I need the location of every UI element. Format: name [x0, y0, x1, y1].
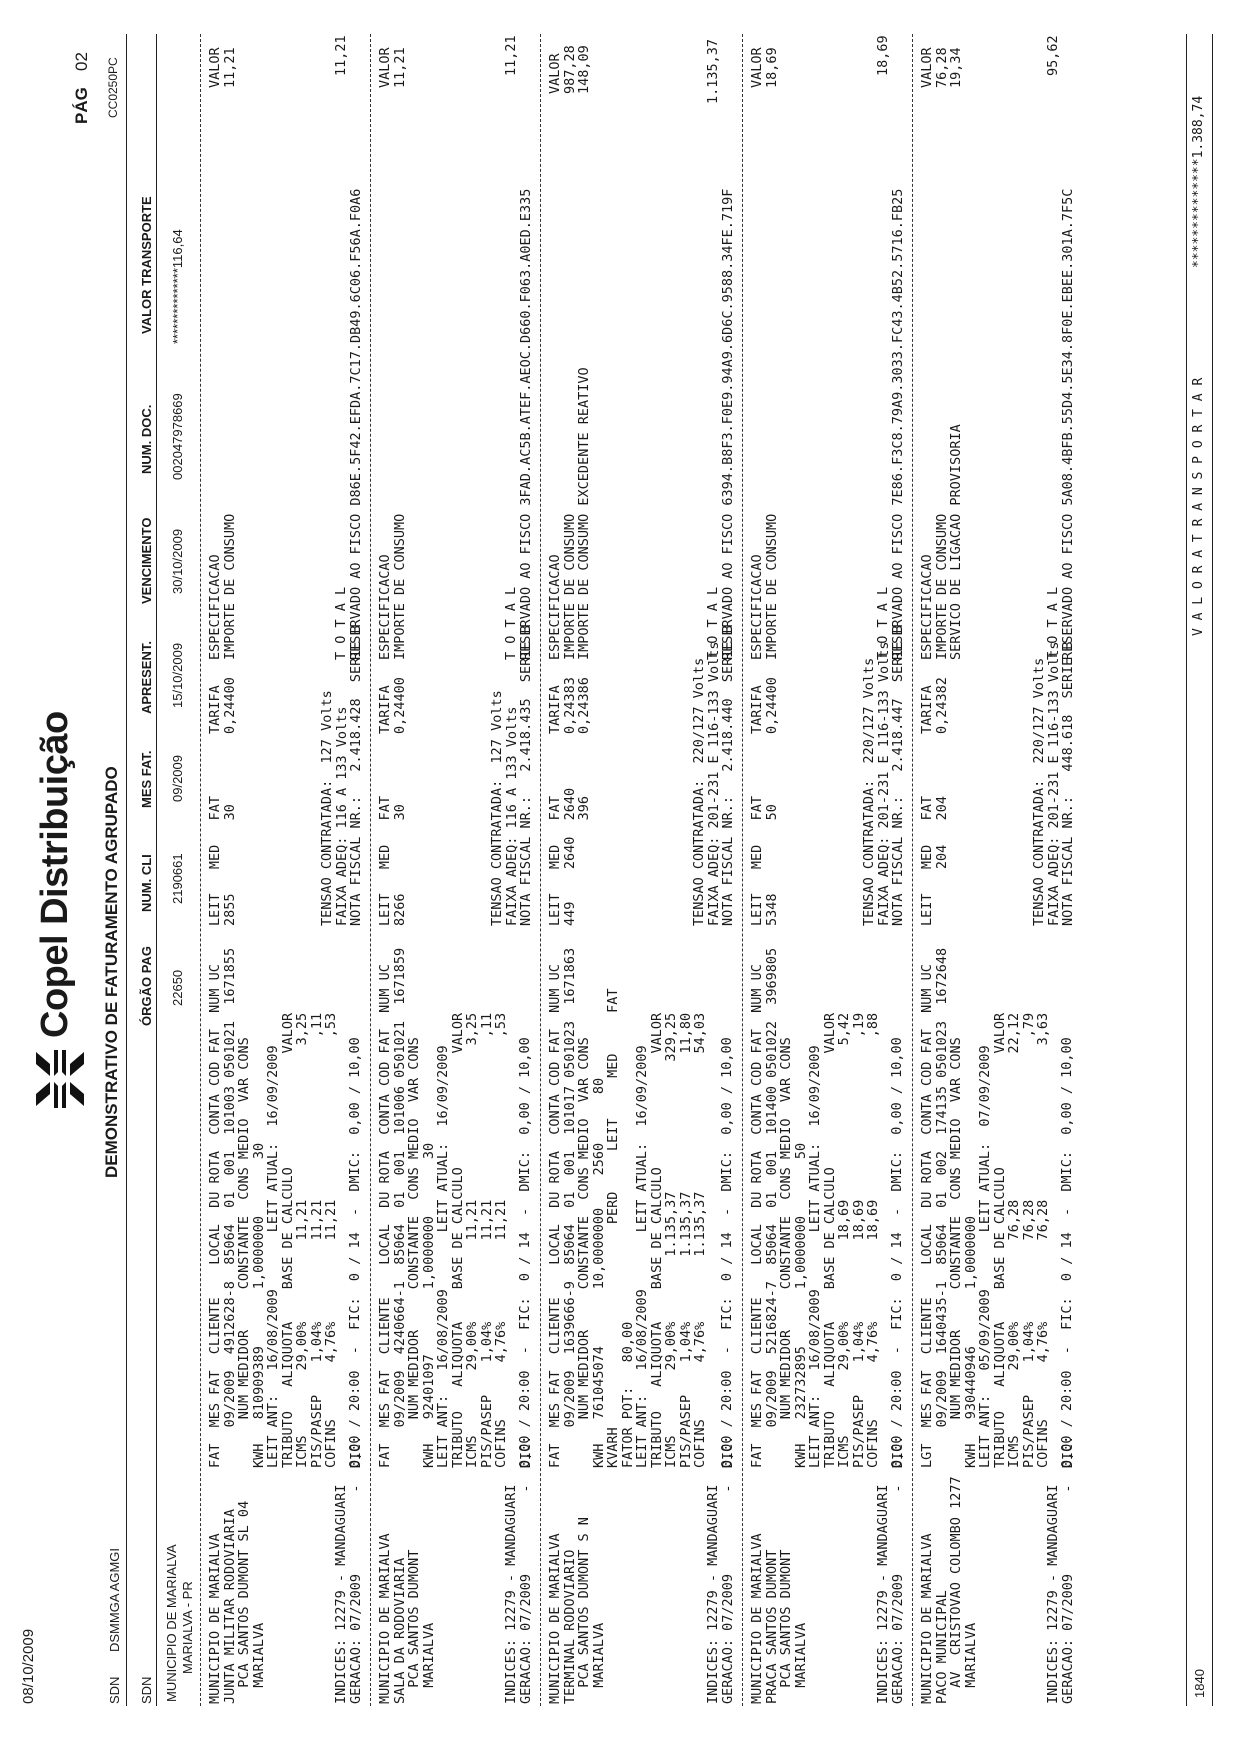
form-code: CC0250PC — [106, 57, 120, 118]
entry-details: FAT MES FAT CLIENTE LOCAL DU ROTA CONTA COD FAT NUM UC 09/2009 5216824-7 85064 01 001 101400 0501022 3969805 NUM MEDIDOR CONSTANTE CONS MEDIO VAR CONS KWH 232732895 1,0000000 50 LEIT ANT: 16/08/2009 LEIT ATUAL: 16/09/2009 TRIBUTO ALIQUOTA BASE DE CALCULO VALOR ICMS 29,00% 18,69 5,42 PIS/PASEP 1,04% 18,69 ,19 COFINS 4,76% 18,69 ,88 — [749, 947, 881, 1468]
entry-fic: 0,00 / 20:00 - FIC: 0 / 14 - DMIC: 0,00 / 10,00 — [1059, 1037, 1075, 1468]
entry-tensao: TENSAO CONTRATADA: 220/127 Volts FAIXA ADEQ: 201-231 E 116-133 Volts NOTA FISCAL NR.: 448.618 SERIE B — [1031, 641, 1076, 926]
footer-rule-top — [1186, 34, 1187, 1706]
entry-tensao: TENSAO CONTRATADA: 127 Volts FAIXA ADEQ: 116 A 133 Volts NOTA FISCAL NR.: 2.418.435 SERIE B — [489, 625, 534, 926]
entry-items: ESPECIFICACAO IMPORTE DE CONSUMO SERVICO DE LIGACAO PROVISORIA — [919, 424, 964, 660]
entry-reading: LEIT MED FAT 449 2640 2640 396 — [547, 787, 592, 926]
entry-tarifa: TARIFA 0,24382 — [919, 677, 950, 734]
sdn-label: SDN — [107, 1676, 122, 1704]
col-num-cli: NUM. CLI — [139, 854, 154, 912]
col-mes-fat: MES FAT. — [139, 750, 154, 808]
entry-values: VALOR 18,69 — [749, 47, 780, 88]
entry-total-value: 95,62 — [1045, 35, 1061, 76]
entry-divider — [742, 34, 743, 1706]
summary-valor-transporte: ***************116,64 — [170, 229, 185, 344]
entry-fic: 0,00 / 20:00 - FIC: 0 / 14 - DMIC: 0,00 / 10,00 — [719, 1037, 735, 1468]
entry-divider — [370, 34, 371, 1706]
entry-details: FAT MES FAT CLIENTE LOCAL DU ROTA CONTA COD FAT NUM UC 09/2009 4240664-1 85064 01 001 101006 0501021 1671859 NUM MEDIDOR CONSTANTE CONS MEDIO VAR CONS KWH 92401097 1,0000000 30 LEIT ANT: 16/08/2009 LEIT ATUAL: 16/09/2009 TRIBUTO ALIQUOTA BASE DE CALCULO VALOR ICMS 29,00% 11,21 3,25 PIS/PASEP 1,04% 11,21 ,11 COFINS 4,76% 11,21 ,53 — [377, 947, 509, 1468]
summary-apresent: 15/10/2009 — [170, 642, 185, 708]
entry-total-value: 11,21 — [333, 35, 349, 76]
summary-client: MUNICIPIO DE MARIALVA — [164, 1544, 179, 1702]
col-apresent: APRESENT. — [139, 641, 154, 714]
entry-indices: INDICES: 12279 - MANDAGUARI GERACAO: 07/2009 - DIC: — [875, 1435, 906, 1704]
col-vencimento: VENCIMENTO — [139, 517, 154, 604]
brand-name: Copel Distribuição — [34, 711, 76, 1038]
entry-address: MUNICIPIO DE MARIALVA SALA DA RODOVIARIA PCA SANTOS DUMONT MARIALVA — [377, 1533, 437, 1704]
summary-vencimento: 30/10/2009 — [170, 528, 185, 594]
entry-indices: INDICES: 12279 - MANDAGUARI GERACAO: 07/2009 - DIC: — [333, 1435, 364, 1704]
entry-fic: 0,00 / 20:00 - FIC: 0 / 14 - DMIC: 0,00 / 10,00 — [517, 1037, 533, 1468]
col-valor-transporte: VALOR TRANSPORTE — [139, 196, 154, 334]
entry-total: T O T A L RESERVADO AO FISCO D86E.5F42.EFDA.7C17.DB49.6C06.F56A.F0A6 — [333, 188, 364, 660]
footer-transport-label: V A L O R A T R A N S P O R T A R — [1191, 377, 1206, 636]
summary-num-cli: 2190661 — [170, 853, 185, 904]
page-label: PÁG — [72, 87, 91, 124]
entry-total: T O T A L RESERVADO AO FISCO 5A08.4BFB.55D4.5E34.8F0E.EBEE.301A.7F5C — [1045, 188, 1076, 660]
page-number: 02 — [72, 52, 91, 71]
entry-divider — [912, 34, 913, 1706]
entry-values: VALOR 987,28 148,09 — [547, 45, 592, 94]
entry-tensao: TENSAO CONTRATADA: 220/127 Volts FAIXA ADEQ: 201-231 E 116-133 Volts NOTA FISCAL NR.: 2.418.447 SERIE B — [861, 625, 906, 926]
entry-total-value: 18,69 — [875, 35, 891, 76]
entry-address: MUNICIPIO DE MARIALVA PACO MUNICIPAL AV CRISTOVAO COLOMBO 1277 MARIALVA — [919, 1476, 979, 1704]
entry-address: MUNICIPIO DE MARIALVA JUNTA MILITAR RODOVIARIA PCA SANTOS DUMONT SL 04 MARIALVA — [207, 1500, 267, 1704]
summary-num-doc: 002047978669 — [170, 393, 185, 480]
entry-indices: INDICES: 12279 - MANDAGUARI GERACAO: 07/2009 - DIC: — [705, 1435, 736, 1704]
entry-items: ESPECIFICACAO IMPORTE DE CONSUMO IMPORTE DE CONSUMO EXCEDENTE REATIVO — [547, 367, 592, 660]
col-orgao-pag: ÓRGÃO PAG — [139, 946, 154, 1026]
report-title: DEMONSTRATIVO DE FATURAMENTO AGRUPADO — [102, 766, 121, 1178]
copel-logo-icon — [34, 1048, 86, 1110]
entry-tensao: TENSAO CONTRATADA: 220/127 Volts FAIXA ADEQ: 201-231 E 116-133 Volts NOTA FISCAL NR.: 2.418.440 SERIE B — [691, 625, 736, 926]
entry-values: VALOR 76,28 19,34 — [919, 47, 964, 88]
entry-details: LGT MES FAT CLIENTE LOCAL DU ROTA CONTA COD FAT NUM UC 09/2009 1640435-1 85064 01 002 174135 0501023 1672648 NUM MEDIDOR CONSTANTE CONS MEDIO VAR CONS KWH 930440946 1,0000000 LEIT ANT: 05/09/2009 LEIT ATUAL: 07/09/2009 TRIBUTO ALIQUOTA BASE DE CALCULO VALOR ICMS 29,00% 76,28 22,12 PIS/PASEP 1,04% 76,28 ,79 COFINS 4,76% 76,28 3,63 — [919, 947, 1051, 1468]
entry-items: ESPECIFICACAO IMPORTE DE CONSUMO — [207, 513, 238, 660]
entry-tensao: TENSAO CONTRATADA: 127 Volts FAIXA ADEQ: 116 A 133 Volts NOTA FISCAL NR.: 2.418.428 SERIE B — [319, 625, 364, 926]
entry-indices: INDICES: 12279 - MANDAGUARI GERACAO: 07/2009 - DIC: — [503, 1435, 534, 1704]
entry-reading: LEIT MED FAT 2855 30 — [207, 795, 238, 926]
entry-fic: 0,00 / 20:00 - FIC: 0 / 14 - DMIC: 0,00 / 10,00 — [889, 1037, 905, 1468]
sdn-agency: DSMMGA AGMGI — [107, 1547, 122, 1652]
summary-mes-fat: 09/2009 — [170, 755, 185, 802]
summary-city: MARIALVA - PR — [180, 1581, 195, 1674]
entry-reading: LEIT MED FAT 5348 50 — [749, 795, 780, 926]
entry-total-value: 11,21 — [503, 35, 519, 76]
entry-total: T O T A L RESERVADO AO FISCO 3FAD.AC5B.ATEF.AEOC.D660.F063.A0ED.E335 — [503, 188, 534, 660]
entry-items: ESPECIFICACAO IMPORTE DE CONSUMO — [749, 513, 780, 660]
sdn-label-2: SDN — [139, 1676, 154, 1704]
entry-reading: LEIT MED FAT 8266 30 — [377, 795, 408, 926]
entry-total-value: 1.135,37 — [705, 38, 721, 104]
footer-rule-bottom — [1212, 34, 1213, 1706]
entry-tarifa: TARIFA 0,24383 0,24386 — [547, 677, 592, 734]
entry-address: MUNICIPIO DE MARIALVA PRACA SANTOS DUMONT PCA SANTOS DUMONT MARIALVA — [749, 1533, 809, 1704]
entry-total: T O T A L RESERVADO AO FISCO 6394.B8F3.F0E9.94A9.6D6C.9588.34FE.719F — [705, 188, 736, 660]
header-rule-bottom — [156, 34, 157, 1706]
entry-values: VALOR 11,21 — [377, 47, 408, 88]
footer-page-code: 1840 — [1192, 1669, 1207, 1698]
summary-divider — [200, 34, 201, 1706]
entry-total: T O T A L RESERVADO AO FISCO 7E86.F3C8.79A9.3033.FC43.4B52.5716.FB25 — [875, 188, 906, 660]
footer-transport-value: **************1.388,74 — [1191, 95, 1206, 268]
entry-tarifa: TARIFA 0,24400 — [749, 677, 780, 734]
print-date: 08/10/2009 — [20, 1628, 37, 1704]
summary-orgao-pag: 22650 — [170, 969, 185, 1006]
entry-details: FAT MES FAT CLIENTE LOCAL DU ROTA CONTA COD FAT NUM UC 09/2009 4912628-8 85064 01 001 101003 0501021 1671855 NUM MEDIDOR CONSTANTE CONS MEDIO VAR CONS KWH 810909389 1,0000000 30 LEIT ANT: 16/08/2009 LEIT ATUAL: 16/09/2009 TRIBUTO ALIQUOTA BASE DE CALCULO VALOR ICMS 29,00% 11,21 3,25 PIS/PASEP 1,04% 11,21 ,11 COFINS 4,76% 11,21 ,53 — [207, 947, 339, 1468]
entry-divider — [540, 34, 541, 1706]
entry-fic: 0,00 / 20:00 - FIC: 0 / 14 - DMIC: 0,00 / 10,00 — [347, 1037, 363, 1468]
entry-reading: LEIT MED FAT 204 204 — [919, 795, 950, 926]
entry-values: VALOR 11,21 — [207, 47, 238, 88]
entry-details: FAT MES FAT CLIENTE LOCAL DU ROTA CONTA COD FAT NUM UC 09/2009 1639666-9 85064 01 001 101017 0501023 1671863 NUM MEDIDOR CONSTANTE CONS MEDIO VAR CONS KWH 761045074 10,0000000 2560 80 KVARH PERD LEIT MED FAT FATOR POT: 80,00 LEIT ANT: 16/08/2009 LEIT ATUAL: 16/09/2009 TRIBUTO ALIQUOTA BASE DE CALCULO VALOR ICMS 29,00% 1.135,37 329,25 PIS/PASEP 1,04% 1.135,37 11,80 COFINS 4,76% 1.135,37 54,03 — [547, 947, 708, 1468]
entry-tarifa: TARIFA 0,24400 — [377, 677, 408, 734]
entry-address: MUNICIPIO DE MARIALVA TERMINAL RODOVIARIO PCA SANTOS DUMONT S N MARIALVA — [547, 1517, 607, 1704]
entry-items: ESPECIFICACAO IMPORTE DE CONSUMO — [377, 513, 408, 660]
col-num-doc: NUM. DOC. — [139, 404, 154, 474]
entry-tarifa: TARIFA 0,24400 — [207, 677, 238, 734]
header-rule-top — [126, 34, 127, 1706]
entry-indices: INDICES: 12279 - MANDAGUARI GERACAO: 07/2009 - DIC: — [1045, 1435, 1076, 1704]
